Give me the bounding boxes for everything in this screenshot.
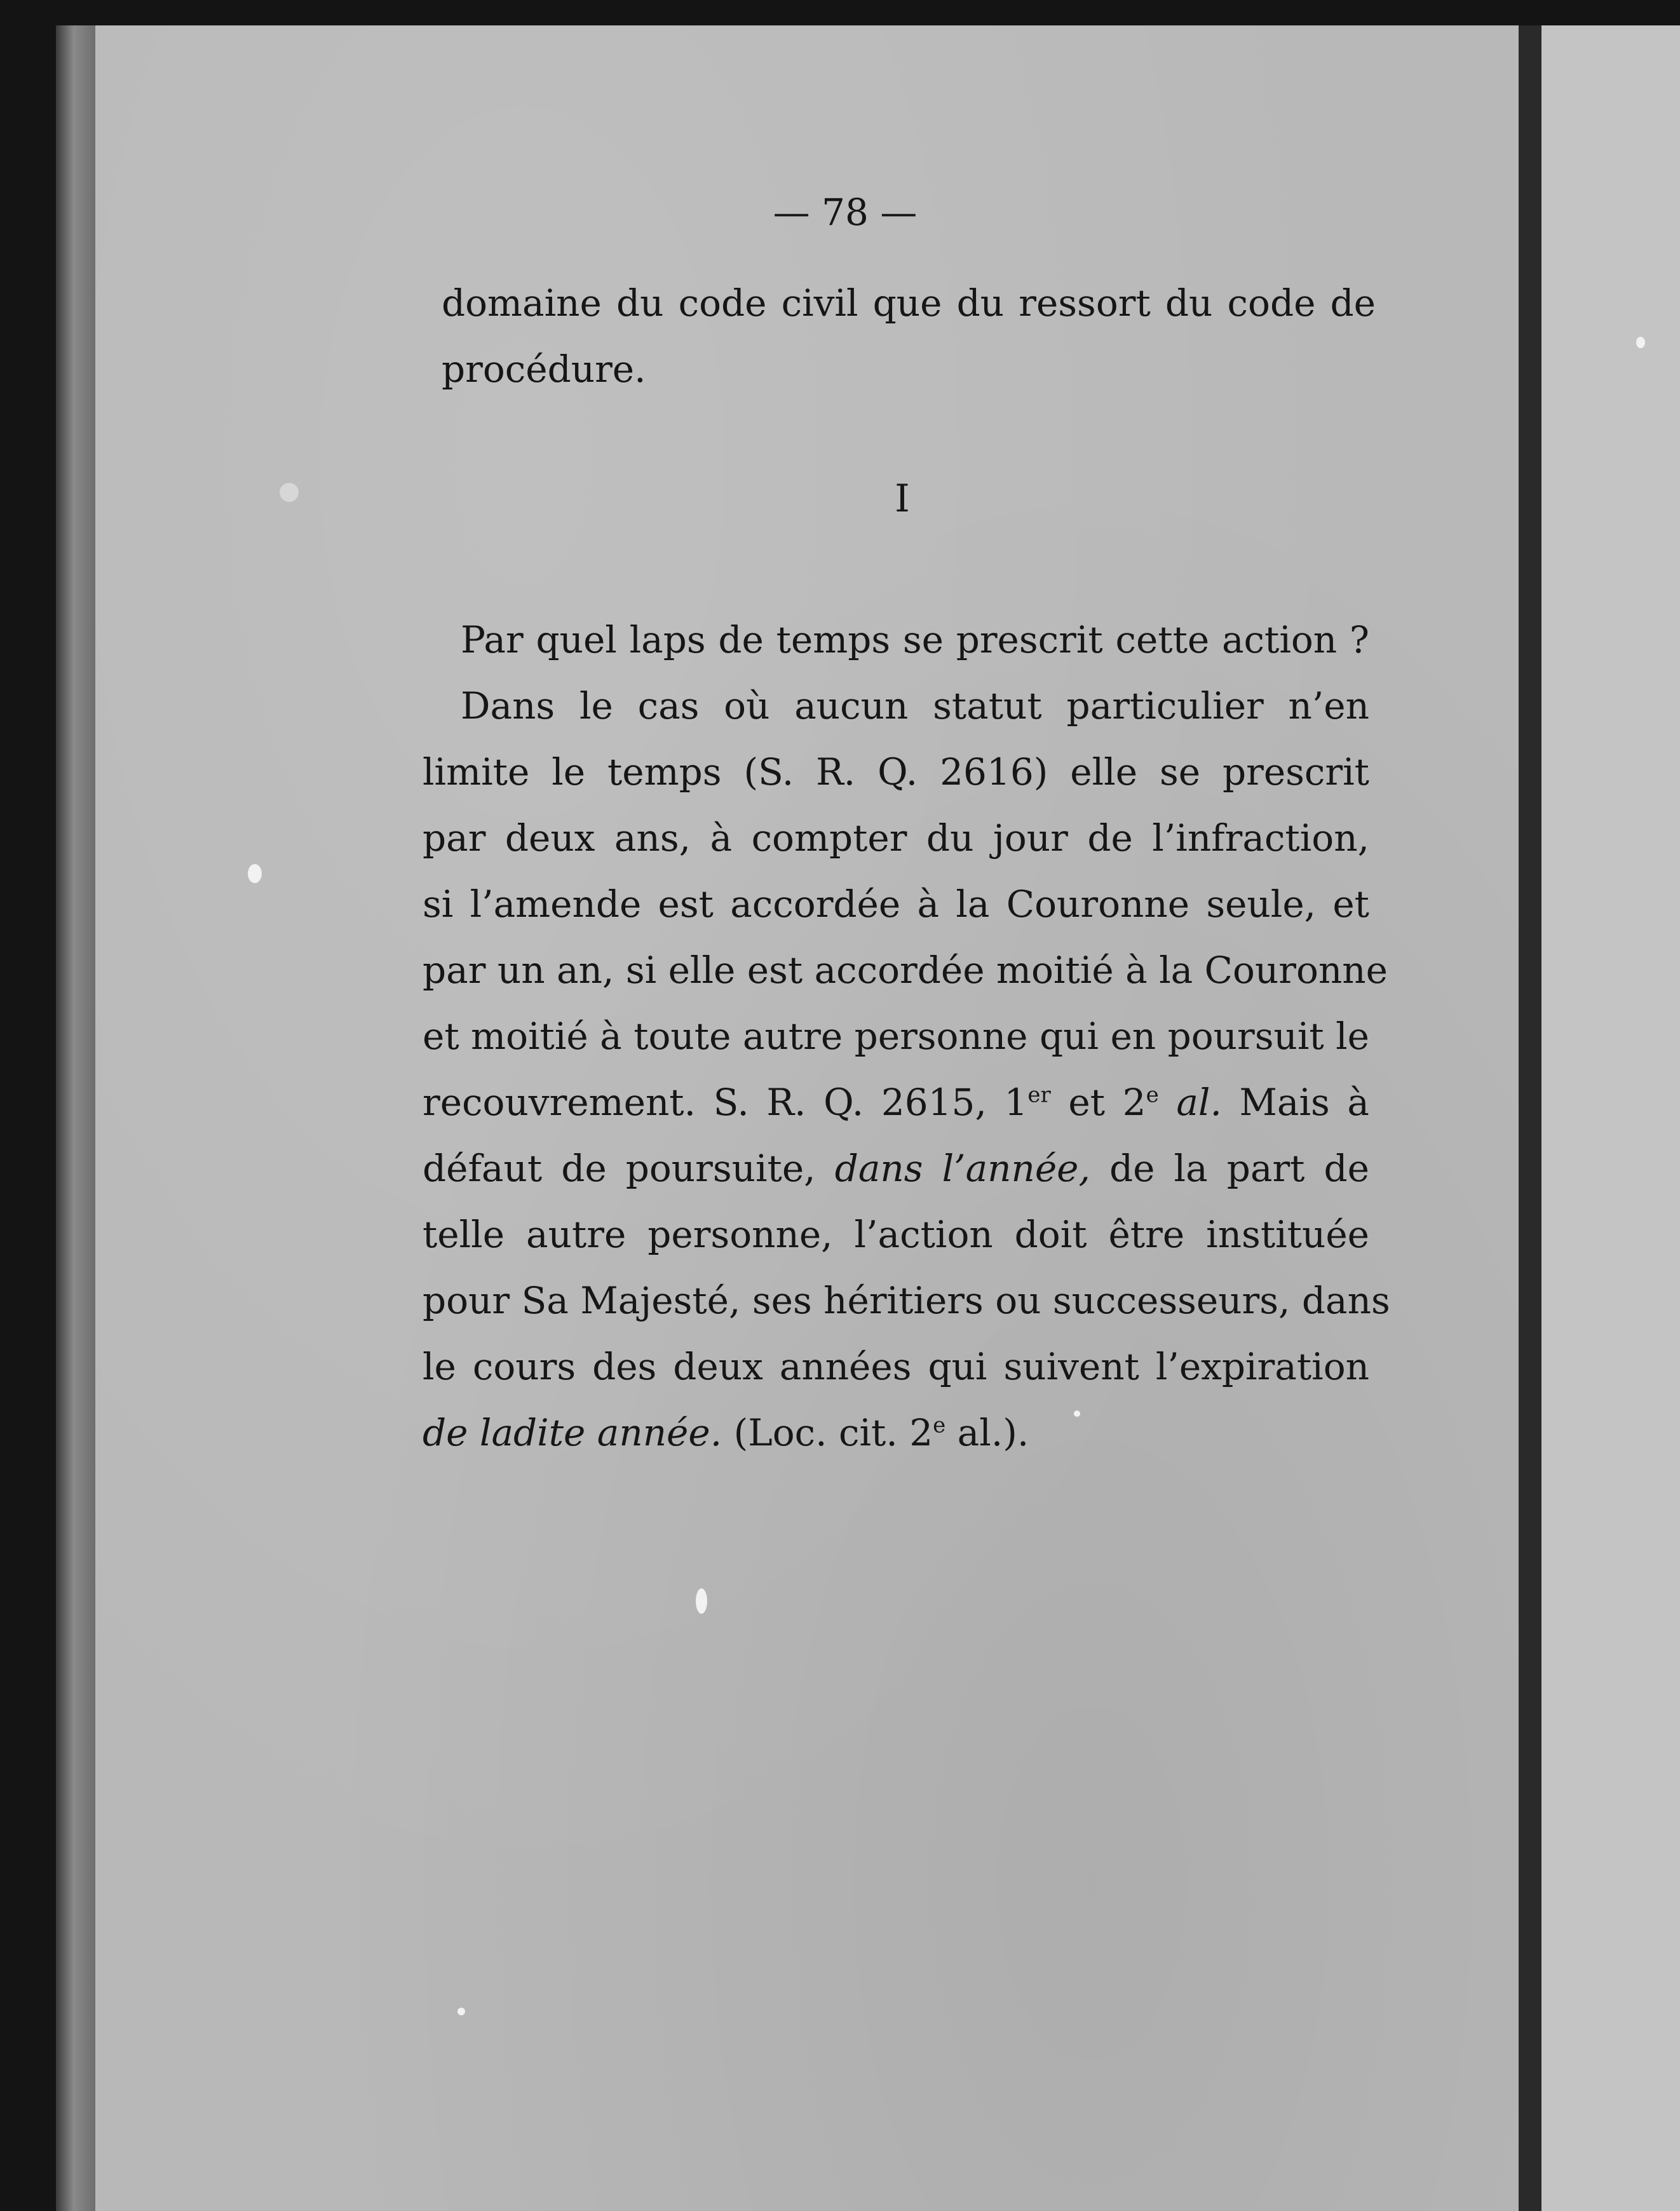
page-number: — 78 — — [773, 191, 918, 234]
text-run: défaut de poursuite, — [423, 1147, 835, 1190]
text-line: limite le temps (S. R. Q. 2616) elle se prescrit — [423, 750, 1369, 794]
text-line: Dans le cas où aucun statut particulier n’en — [461, 684, 1369, 727]
text-line: par deux ans, à compter du jour de l’infraction, — [423, 816, 1369, 860]
text-line: telle autre personne, l’action doit être instituée — [423, 1213, 1369, 1256]
book-spine — [56, 25, 95, 2211]
text-run: de la part de — [1090, 1147, 1369, 1190]
italic-text: de ladite année. — [423, 1411, 722, 1454]
facing-page-edge — [1541, 25, 1680, 2211]
text-line — [423, 1135, 1369, 1201]
text-run: (Loc. cit. 2 — [722, 1411, 933, 1454]
text-line: domaine du code civil que du ressort du code de — [442, 281, 1376, 325]
text-line: Par quel laps de temps se prescrit cette action ? — [461, 618, 1369, 661]
text-run: al.). — [945, 1411, 1029, 1454]
scan-speck — [696, 1588, 707, 1614]
text-run — [1159, 1081, 1177, 1124]
superscript: er — [1027, 1082, 1051, 1108]
text-line: et moitié à toute autre personne qui en poursuit le — [423, 1015, 1369, 1058]
text-line: pour Sa Majesté, ses héritiers ou successeurs, dans — [423, 1279, 1390, 1322]
body-paragraph — [423, 607, 1390, 1466]
continuation-paragraph — [442, 270, 1376, 402]
text-run: Mais à — [1221, 1081, 1369, 1124]
page-gutter — [1519, 25, 1541, 2211]
text-line — [423, 1069, 1369, 1135]
italic-text: dans l’année, — [834, 1147, 1090, 1190]
superscript: e — [1146, 1082, 1159, 1108]
text-line — [423, 1400, 1369, 1466]
scan-speck — [248, 864, 262, 883]
scan-speck — [457, 2008, 465, 2015]
text-line: si l’amende est accordée à la Couronne seule, et — [423, 882, 1369, 926]
scan-speck — [280, 483, 299, 502]
text-run: recouvrement. S. R. Q. 2615, 1 — [423, 1081, 1028, 1124]
text-line: le cours des deux années qui suivent l’expiration — [423, 1345, 1369, 1388]
scan-speck — [1636, 337, 1645, 348]
superscript: e — [933, 1412, 946, 1438]
section-heading: I — [895, 477, 910, 521]
text-line: procédure. — [442, 348, 646, 391]
scan-speck — [1074, 1410, 1080, 1417]
text-line: par un an, si elle est accordée moitié à la Couronne — [423, 949, 1388, 992]
text-run: et 2 — [1050, 1081, 1146, 1124]
italic-text: al. — [1176, 1081, 1222, 1124]
